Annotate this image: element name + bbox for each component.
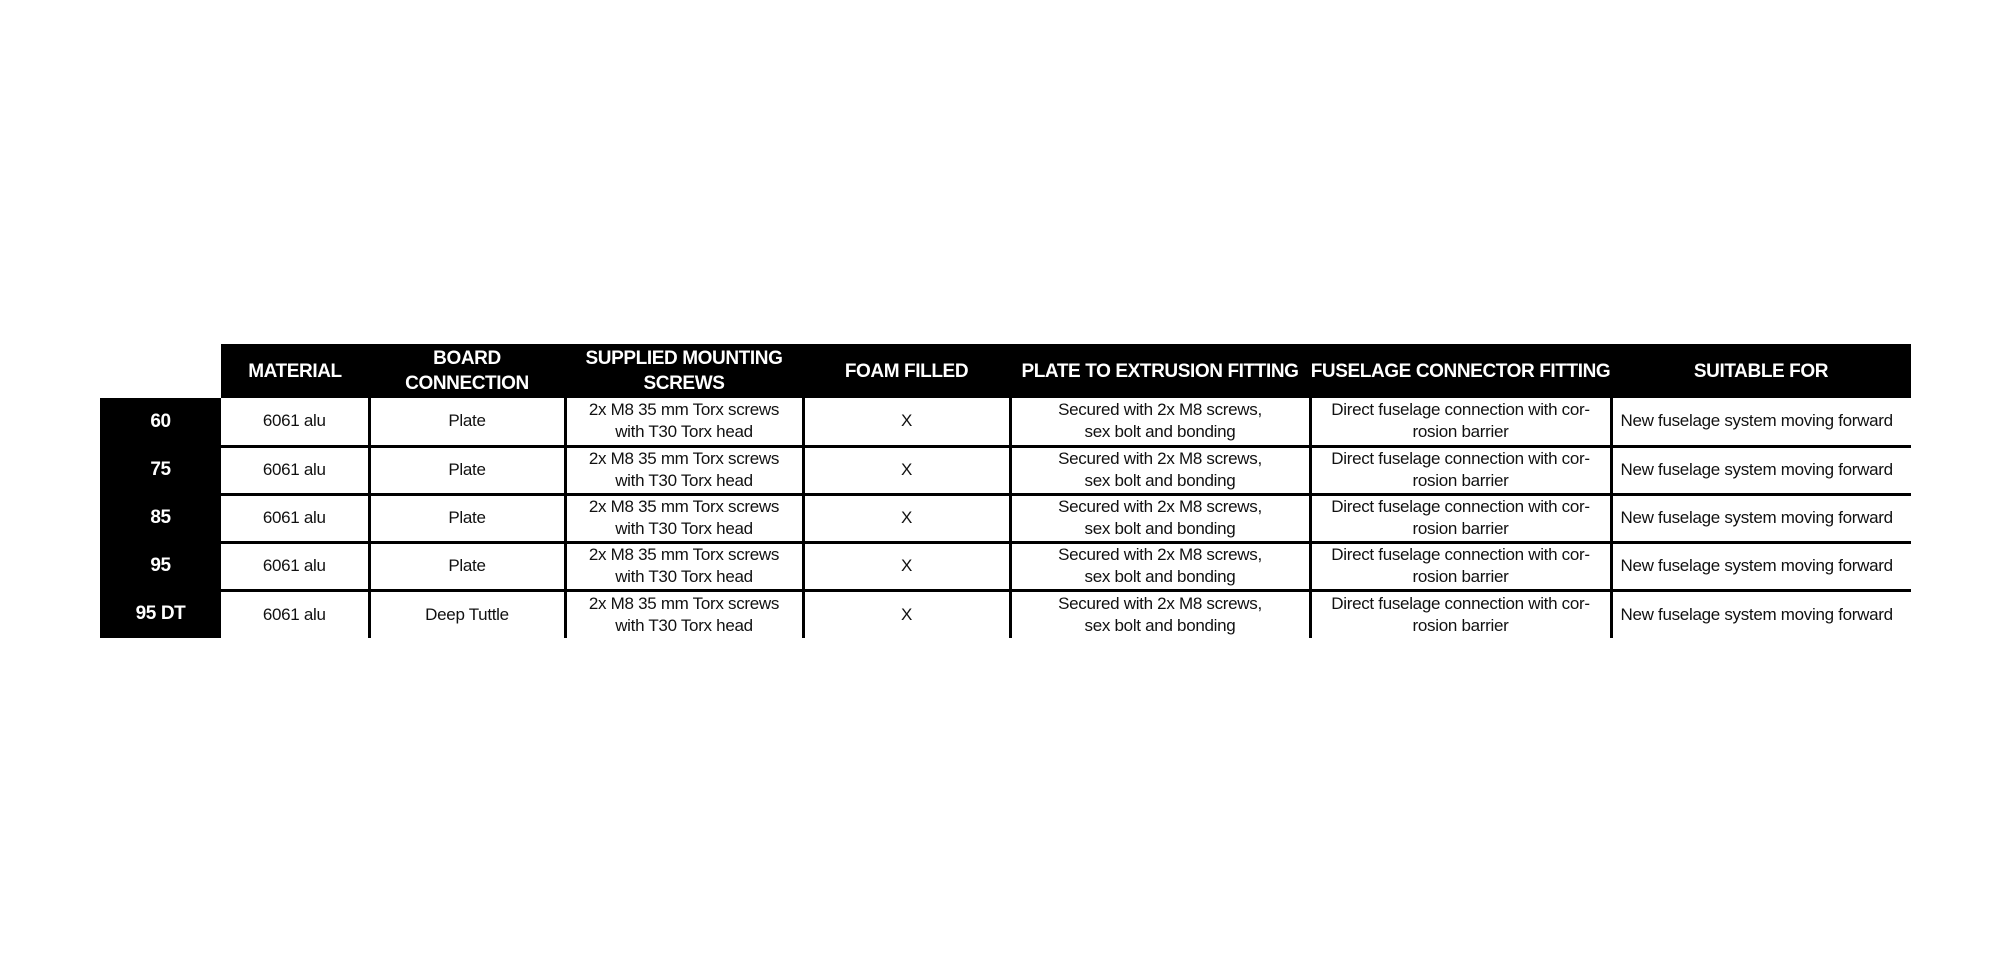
fuselage-fitting-cell <box>1310 590 1611 638</box>
table-row <box>100 542 1911 590</box>
board-connection-cell: Deep Tuttle <box>369 590 565 638</box>
table-row <box>100 398 1911 446</box>
header-screws-line-1: SUPPLIED MOUNTING <box>585 348 783 369</box>
header-board-connection-line-1: BOARD <box>433 348 501 369</box>
screws-line-2: with T30 Torx head <box>615 422 753 442</box>
screws-cell <box>565 398 803 446</box>
plate-fitting-line-1: Secured with 2x M8 screws, <box>1058 449 1262 468</box>
plate-fitting-line-1: Secured with 2x M8 screws, <box>1058 545 1262 564</box>
screws-line-2: with T30 Torx head <box>615 519 753 538</box>
screws-cell <box>565 542 803 590</box>
header-board-connection <box>369 344 565 398</box>
board-connection-cell: Plate <box>369 398 565 446</box>
screws-cell <box>565 590 803 638</box>
screws-line-1: 2x M8 35 mm Torx screws <box>588 497 780 516</box>
plate-fitting-cell <box>1010 590 1310 638</box>
row-label: 75 <box>100 446 221 494</box>
fuselage-fitting-line-2: rosion barrier <box>1412 471 1509 490</box>
spec-table <box>100 344 1911 638</box>
suitable-for-cell: New fuselage system moving forward <box>1611 446 1911 494</box>
plate-fitting-line-2: sex bolt and bonding <box>1084 615 1236 635</box>
screws-line-2: with T30 Torx head <box>615 471 753 490</box>
foam-filled-cell: X <box>803 542 1010 590</box>
header-plate-to-extrusion-fitting <box>1010 344 1310 398</box>
screws-line-1: 2x M8 35 mm Torx screws <box>588 593 780 613</box>
header-row <box>100 344 1911 398</box>
fuselage-fitting-cell <box>1310 446 1611 494</box>
plate-fitting-cell <box>1010 398 1310 446</box>
header-fuselage-fitting-text: FUSELAGE CONNECTOR FITTING <box>1310 360 1611 382</box>
header-screws-line-2: SCREWS <box>643 373 725 394</box>
header-material-text: MATERIAL <box>248 360 342 382</box>
row-label: 95 <box>100 542 221 590</box>
screws-cell <box>565 446 803 494</box>
board-connection-cell: Plate <box>369 494 565 542</box>
fuselage-fitting-line-2: rosion barrier <box>1412 422 1509 442</box>
table-row <box>100 590 1911 638</box>
plate-fitting-line-1: Secured with 2x M8 screws, <box>1058 497 1262 516</box>
plate-fitting-cell <box>1010 494 1310 542</box>
screws-line-2: with T30 Torx head <box>615 567 753 586</box>
fuselage-fitting-cell <box>1310 398 1611 446</box>
header-foam-filled-text: FOAM FILLED <box>844 360 969 382</box>
suitable-for-cell: New fuselage system moving forward <box>1611 590 1911 638</box>
header-suitable-for-text: SUITABLE FOR <box>1693 360 1829 382</box>
fuselage-fitting-line-2: rosion barrier <box>1412 519 1509 538</box>
fuselage-fitting-line-1: Direct fuselage connection with cor- <box>1331 497 1590 516</box>
screws-line-1: 2x M8 35 mm Torx screws <box>588 400 780 420</box>
fuselage-fitting-line-1: Direct fuselage connection with cor- <box>1331 545 1590 564</box>
header-supplied-mounting-screws <box>565 344 803 398</box>
suitable-for-cell: New fuselage system moving forward <box>1611 398 1911 446</box>
header-fuselage-connector-fitting <box>1310 344 1611 398</box>
material-cell: 6061 alu <box>262 604 326 624</box>
suitable-for-cell: New fuselage system moving forward <box>1611 494 1911 542</box>
material-cell: 6061 alu <box>221 494 369 542</box>
material-cell: 6061 alu <box>221 542 369 590</box>
plate-fitting-line-2: sex bolt and bonding <box>1084 519 1236 538</box>
header-plate-fitting-text: PLATE TO EXTRUSION FITTING <box>1021 360 1299 382</box>
table-row <box>100 494 1911 542</box>
header-material <box>221 344 369 398</box>
foam-filled-cell: X <box>803 590 1010 638</box>
row-label: 60 <box>100 398 221 446</box>
fuselage-fitting-line-2: rosion barrier <box>1412 567 1509 586</box>
row-label: 95 DT <box>100 590 221 638</box>
header-corner <box>100 344 221 398</box>
plate-fitting-cell <box>1010 446 1310 494</box>
fuselage-fitting-line-1: Direct fuselage connection with cor- <box>1331 400 1590 420</box>
plate-fitting-cell <box>1010 542 1310 590</box>
fuselage-fitting-cell <box>1310 542 1611 590</box>
material-cell: 6061 alu <box>221 446 369 494</box>
fuselage-fitting-line-2: rosion barrier <box>1412 615 1509 635</box>
foam-filled-cell: X <box>803 446 1010 494</box>
row-label: 85 <box>100 494 221 542</box>
plate-fitting-line-2: sex bolt and bonding <box>1084 471 1236 490</box>
header-board-connection-line-2: CONNECTION <box>405 373 529 394</box>
board-connection-cell: Plate <box>369 542 565 590</box>
table-row <box>100 446 1911 494</box>
plate-fitting-line-1: Secured with 2x M8 screws, <box>1058 400 1262 420</box>
plate-fitting-line-2: sex bolt and bonding <box>1084 422 1236 442</box>
material-cell: 6061 alu <box>221 398 369 446</box>
plate-fitting-line-2: sex bolt and bonding <box>1084 567 1236 586</box>
foam-filled-cell: X <box>803 398 1010 446</box>
screws-line-1: 2x M8 35 mm Torx screws <box>588 545 780 564</box>
screws-line-2: with T30 Torx head <box>615 615 753 635</box>
plate-fitting-line-1: Secured with 2x M8 screws, <box>1058 593 1262 613</box>
foam-filled-cell: X <box>803 494 1010 542</box>
screws-cell <box>565 494 803 542</box>
fuselage-fitting-line-1: Direct fuselage connection with cor- <box>1331 593 1590 613</box>
header-foam-filled <box>803 344 1010 398</box>
fuselage-fitting-line-1: Direct fuselage connection with cor- <box>1331 449 1590 468</box>
header-suitable-for <box>1611 344 1911 398</box>
fuselage-fitting-cell <box>1310 494 1611 542</box>
board-connection-cell: Plate <box>369 446 565 494</box>
suitable-for-cell: New fuselage system moving forward <box>1611 542 1911 590</box>
screws-line-1: 2x M8 35 mm Torx screws <box>588 449 780 468</box>
